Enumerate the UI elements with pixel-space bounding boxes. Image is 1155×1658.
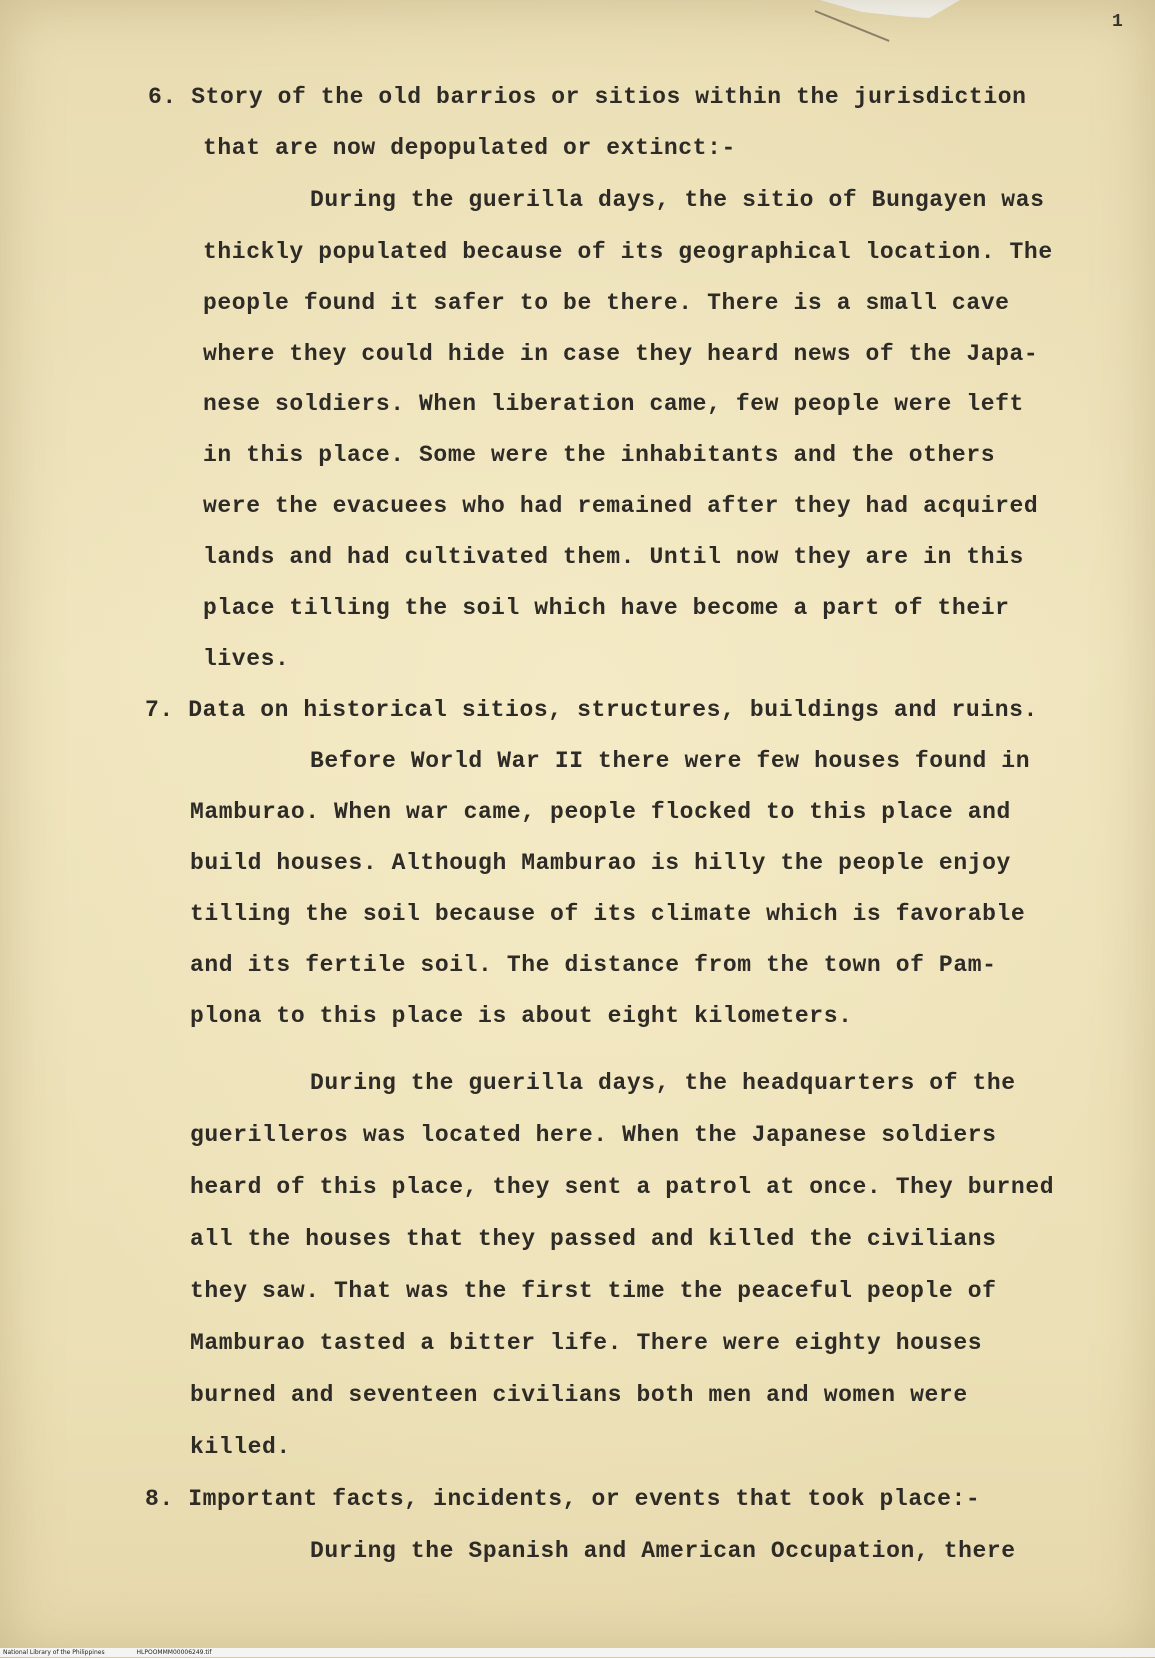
scan-footer xyxy=(0,1648,1155,1657)
text-line: people found it safer to be there. There is a small cave xyxy=(203,290,1010,316)
text-line: nese soldiers. When liberation came, few people were left xyxy=(203,391,1024,417)
text-line: During the guerilla days, the sitio of Bungayen was xyxy=(310,187,1045,213)
text-line: that are now depopulated or extinct:- xyxy=(203,135,736,161)
text-line: 6. Story of the old barrios or sitios within the jurisdiction xyxy=(148,84,1027,110)
text-line: During the Spanish and American Occupation, there xyxy=(310,1538,1016,1564)
text-line: burned and seventeen civilians both men and women were xyxy=(190,1382,968,1408)
torn-corner xyxy=(820,0,960,30)
text-line: 7. Data on historical sitios, structures, buildings and ruins. xyxy=(145,697,1038,723)
text-line: where they could hide in case they heard news of the Japa- xyxy=(203,341,1039,367)
text-line: plona to this place is about eight kilometers. xyxy=(190,1003,853,1029)
text-line: Mamburao. When war came, people flocked to this place and xyxy=(190,799,1011,825)
text-line: guerilleros was located here. When the Japanese soldiers xyxy=(190,1122,997,1148)
text-line: During the guerilla days, the headquarters of the xyxy=(310,1070,1016,1096)
text-line: thickly populated because of its geographical location. The xyxy=(203,239,1053,265)
text-line: they saw. That was the first time the peaceful people of xyxy=(190,1278,997,1304)
page-number: 1 xyxy=(1112,12,1123,32)
text-line: Mamburao tasted a bitter life. There were eighty houses xyxy=(190,1330,983,1356)
footer-file: HLPOOMMM00006249.tif xyxy=(136,1649,212,1656)
text-line: 8. Important facts, incidents, or events that took place:- xyxy=(145,1486,981,1512)
text-line: in this place. Some were the inhabitants and the others xyxy=(203,442,996,468)
text-line: and its fertile soil. The distance from the town of Pam- xyxy=(190,952,997,978)
tear-line xyxy=(815,10,890,42)
text-line: all the houses that they passed and killed the civilians xyxy=(190,1226,997,1252)
text-line: killed. xyxy=(190,1434,291,1460)
text-line: build houses. Although Mamburao is hilly the people enjoy xyxy=(190,850,1011,876)
text-line: heard of this place, they sent a patrol at once. They burned xyxy=(190,1174,1055,1200)
text-line: place tilling the soil which have become a part of their xyxy=(203,595,1010,621)
text-line: tilling the soil because of its climate which is favorable xyxy=(190,901,1026,927)
footer-library: National Library of the Philippines xyxy=(3,1649,105,1656)
text-line: lives. xyxy=(203,646,290,672)
text-line: were the evacuees who had remained after they had acquired xyxy=(203,493,1039,519)
text-line: Before World War II there were few houses found in xyxy=(310,748,1031,774)
text-line: lands and had cultivated them. Until now they are in this xyxy=(203,544,1024,570)
